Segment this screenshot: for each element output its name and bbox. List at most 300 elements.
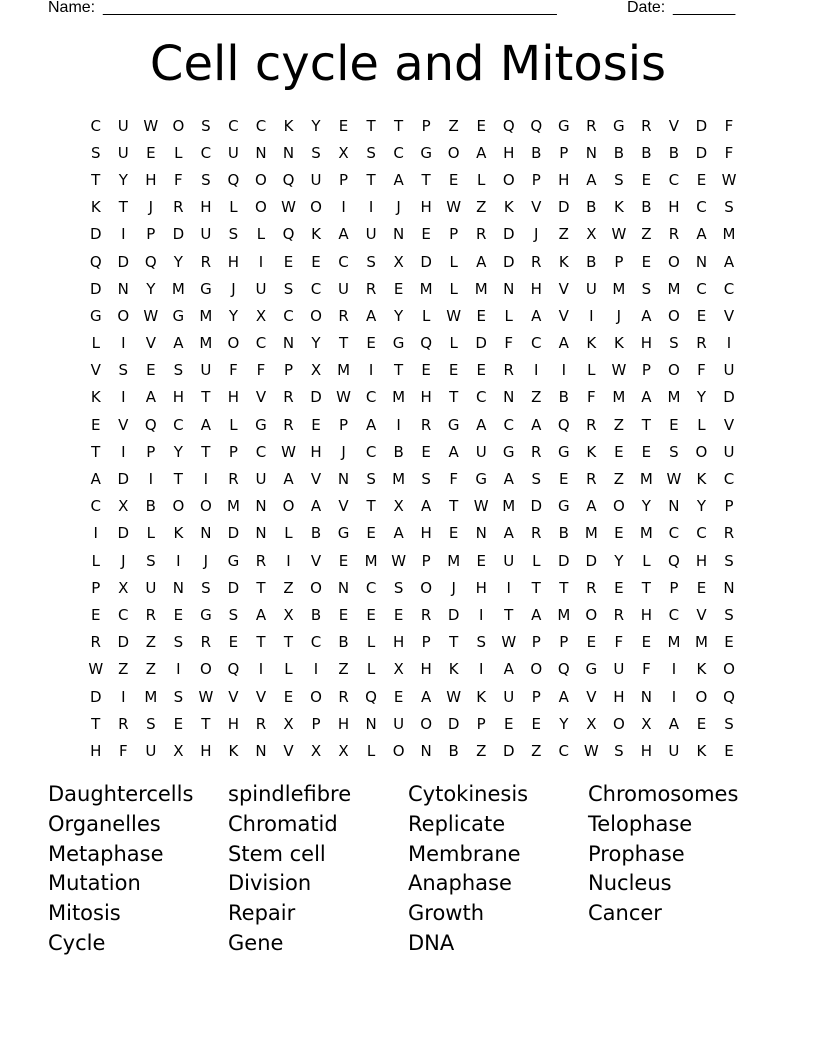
grid-letter: M	[226, 497, 240, 516]
grid-letter: W	[88, 660, 104, 679]
word-list-item: Stem cell	[228, 841, 326, 866]
grid-letter: M	[419, 279, 433, 298]
grid-letter: U	[503, 687, 515, 706]
grid-letter: P	[476, 714, 486, 733]
grid-letter: E	[173, 605, 184, 624]
grid-letter: H	[640, 605, 653, 624]
grid-letter: O	[310, 306, 322, 325]
grid-letter: R	[531, 442, 542, 461]
grid-letter: E	[641, 252, 652, 271]
grid-letter: R	[586, 116, 597, 135]
grid-letter: J	[451, 578, 456, 597]
grid-letter: E	[476, 551, 486, 570]
grid-letter: P	[228, 442, 238, 461]
grid-letter: A	[586, 170, 597, 189]
grid-letter: Z	[641, 225, 652, 244]
grid-row	[82, 411, 743, 438]
grid-letter: J	[148, 198, 154, 217]
grid-letter: O	[668, 306, 680, 325]
grid-letter: W	[611, 361, 627, 380]
grid-letter: Z	[448, 116, 459, 135]
grid-letter: A	[586, 497, 597, 516]
grid-letter: T	[531, 578, 541, 597]
grid-letter: K	[558, 252, 569, 271]
grid-letter: R	[338, 306, 349, 325]
grid-letter: M	[474, 279, 488, 298]
grid-letter: S	[614, 741, 624, 760]
word-list-item: Metaphase	[48, 841, 164, 866]
grid-letter: O	[420, 714, 433, 733]
grid-letter: E	[338, 605, 349, 624]
grid-letter: I	[341, 198, 346, 217]
grid-letter: W	[583, 741, 599, 760]
grid-letter: P	[421, 633, 431, 652]
grid-letter: I	[176, 660, 181, 679]
grid-letter: T	[449, 388, 459, 407]
grid-letter: R	[420, 605, 432, 624]
grid-letter: T	[338, 334, 349, 353]
grid-letter: R	[283, 415, 294, 434]
grid-row	[82, 737, 743, 764]
grid-letter: M	[667, 633, 681, 652]
grid-letter: F	[614, 633, 624, 652]
grid-letter: A	[696, 225, 707, 244]
grid-letter: S	[146, 714, 156, 733]
grid-letter: K	[696, 470, 707, 489]
grid-letter: E	[366, 605, 376, 624]
grid-letter: C	[173, 415, 184, 434]
grid-letter: N	[695, 252, 708, 271]
grid-letter: M	[144, 687, 158, 706]
grid-letter: K	[228, 741, 239, 760]
grid-letter: M	[171, 279, 185, 298]
grid-letter: X	[393, 497, 404, 516]
grid-letter: N	[392, 225, 405, 244]
grid-letter: I	[121, 334, 126, 353]
grid-letter: P	[91, 578, 101, 597]
grid-letter: S	[724, 198, 734, 217]
grid-letter: Y	[173, 252, 183, 271]
grid-letter: Y	[311, 334, 321, 353]
grid-letter: L	[477, 170, 486, 189]
word-list-item: Chromosomes	[588, 782, 739, 806]
date-label: Date:	[627, 0, 666, 16]
grid-letter: V	[255, 388, 267, 407]
word-list-item: Gene	[228, 930, 284, 955]
grid-letter: O	[310, 578, 322, 597]
grid-letter: O	[612, 714, 625, 733]
grid-letter: B	[145, 497, 156, 516]
grid-letter: Q	[227, 660, 240, 679]
grid-letter: S	[393, 578, 404, 597]
grid-letter: N	[337, 578, 350, 597]
grid-letter: U	[255, 470, 267, 489]
grid-letter: B	[586, 198, 597, 217]
grid-letter: X	[310, 741, 322, 760]
grid-letter: P	[724, 497, 734, 516]
grid-letter: O	[695, 687, 708, 706]
grid-letter: S	[669, 334, 679, 353]
grid-letter: E	[91, 605, 101, 624]
grid-letter: G	[613, 116, 625, 135]
grid-letter: E	[614, 442, 624, 461]
grid-letter: S	[614, 170, 624, 189]
grid-letter: R	[90, 633, 101, 652]
grid-letter: Z	[338, 660, 349, 679]
grid-letter: C	[90, 116, 101, 135]
grid-letter: C	[365, 442, 377, 461]
grid-row	[82, 330, 743, 357]
grid-letter: D	[447, 605, 460, 624]
grid-letter: E	[559, 470, 569, 489]
grid-letter: C	[310, 633, 322, 652]
grid-letter: F	[229, 361, 238, 380]
grid-letter: T	[394, 361, 404, 380]
grid-letter: I	[176, 551, 181, 570]
grid-letter: I	[258, 660, 264, 679]
grid-letter: S	[228, 605, 239, 624]
grid-letter: C	[310, 279, 322, 298]
grid-letter: A	[476, 143, 487, 162]
grid-letter: D	[695, 143, 708, 162]
grid-letter: P	[531, 633, 541, 652]
grid-letter: E	[614, 524, 624, 543]
grid-letter: W	[446, 198, 462, 217]
grid-letter: W	[473, 497, 489, 516]
grid-letter: K	[476, 687, 487, 706]
grid-letter: R	[420, 415, 432, 434]
grid-letter: C	[393, 143, 404, 162]
grid-letter: I	[258, 252, 264, 271]
grid-letter: E	[476, 306, 486, 325]
grid-letter: W	[281, 442, 296, 461]
grid-letter: O	[227, 334, 240, 353]
grid-letter: A	[145, 388, 156, 407]
grid-letter: W	[143, 116, 159, 135]
grid-letter: T	[256, 633, 266, 652]
grid-letter: E	[311, 415, 321, 434]
grid-letter: E	[146, 143, 156, 162]
grid-letter: C	[503, 415, 514, 434]
grid-letter: M	[612, 279, 626, 298]
word-list-item: Mutation	[48, 871, 141, 896]
grid-letter: U	[117, 143, 129, 162]
grid-letter: I	[396, 415, 401, 434]
grid-letter: G	[200, 605, 212, 624]
grid-letter: Y	[118, 170, 128, 189]
grid-letter: X	[173, 741, 184, 760]
word-search-grid	[82, 112, 743, 765]
grid-letter: P	[531, 170, 541, 189]
grid-letter: V	[283, 741, 294, 760]
grid-letter: S	[669, 442, 679, 461]
grid-letter: N	[172, 578, 184, 597]
grid-letter: B	[531, 143, 542, 162]
word-list-item: Nucleus	[588, 871, 672, 896]
grid-letter: L	[366, 633, 376, 652]
grid-letter: U	[255, 279, 267, 298]
grid-letter: V	[255, 687, 267, 706]
grid-letter: V	[228, 687, 239, 706]
grid-letter: C	[668, 605, 680, 624]
grid-letter: O	[392, 741, 405, 760]
grid-letter: Y	[641, 497, 651, 516]
grid-letter: K	[613, 198, 624, 217]
grid-letter: G	[557, 116, 570, 135]
grid-letter: H	[200, 198, 212, 217]
grid-letter: N	[255, 497, 267, 516]
grid-letter: O	[255, 198, 267, 217]
grid-letter: F	[724, 116, 734, 135]
grid-letter: N	[475, 524, 487, 543]
word-list-item: Telophase	[588, 811, 693, 836]
grid-letter: M	[199, 306, 213, 325]
grid-letter: P	[559, 143, 569, 162]
grid-letter: U	[613, 660, 625, 679]
grid-row	[82, 629, 743, 656]
grid-letter: E	[641, 633, 652, 652]
grid-letter: E	[91, 415, 101, 434]
grid-row	[82, 275, 743, 302]
grid-letter: I	[478, 605, 484, 624]
grid-letter: V	[696, 605, 707, 624]
grid-letter: I	[203, 470, 209, 489]
grid-letter: M	[612, 388, 626, 407]
grid-letter: C	[696, 279, 707, 298]
grid-letter: C	[696, 198, 707, 217]
grid-letter: S	[173, 361, 184, 380]
grid-letter: X	[393, 660, 404, 679]
grid-letter: G	[172, 306, 185, 325]
grid-letter: U	[310, 170, 322, 189]
grid-letter: E	[696, 306, 707, 325]
grid-row	[82, 357, 743, 384]
grid-letter: I	[121, 687, 126, 706]
grid-letter: T	[366, 497, 376, 516]
grid-letter: S	[366, 252, 376, 271]
grid-letter: R	[255, 714, 267, 733]
grid-letter: A	[503, 470, 514, 489]
word-list-item: Membrane	[408, 841, 521, 866]
grid-letter: K	[283, 116, 294, 135]
grid-letter: R	[531, 252, 542, 271]
grid-row	[82, 194, 743, 221]
grid-letter: B	[641, 198, 652, 217]
grid-letter: F	[174, 170, 183, 189]
grid-letter: Y	[228, 306, 238, 325]
grid-letter: J	[203, 551, 209, 570]
grid-letter: M	[667, 388, 681, 407]
grid-letter: P	[614, 252, 624, 271]
grid-letter: T	[394, 116, 404, 135]
grid-letter: T	[118, 198, 128, 217]
grid-letter: A	[558, 687, 569, 706]
grid-letter: A	[503, 524, 514, 543]
grid-letter: H	[613, 687, 625, 706]
grid-letter: X	[255, 306, 267, 325]
grid-letter: H	[668, 198, 680, 217]
grid-letter: E	[173, 714, 184, 733]
grid-letter: T	[366, 116, 376, 135]
grid-letter: C	[228, 116, 239, 135]
grid-letter: C	[283, 306, 294, 325]
grid-letter: K	[613, 334, 624, 353]
grid-letter: B	[448, 741, 459, 760]
grid-letter: P	[559, 633, 569, 652]
grid-letter: Y	[173, 442, 183, 461]
grid-letter: W	[446, 687, 462, 706]
grid-letter: L	[697, 415, 706, 434]
grid-letter: E	[311, 252, 321, 271]
grid-letter: X	[283, 605, 294, 624]
grid-letter: D	[475, 334, 487, 353]
grid-letter: T	[201, 388, 211, 407]
grid-letter: L	[91, 551, 100, 570]
grid-letter: T	[504, 605, 514, 624]
grid-letter: G	[447, 415, 460, 434]
grid-letter: N	[503, 388, 515, 407]
grid-letter: Y	[614, 551, 624, 570]
grid-letter: P	[146, 225, 156, 244]
grid-letter: R	[145, 605, 157, 624]
grid-letter: X	[393, 252, 404, 271]
grid-letter: N	[640, 687, 652, 706]
grid-letter: C	[255, 116, 267, 135]
grid-letter: E	[393, 605, 404, 624]
grid-letter: D	[420, 252, 432, 271]
grid-letter: L	[229, 198, 238, 217]
word-list-item: Repair	[228, 901, 296, 926]
grid-letter: F	[587, 388, 596, 407]
grid-letter: W	[281, 198, 296, 217]
grid-row	[82, 221, 743, 248]
grid-letter: Y	[311, 116, 321, 135]
grid-letter: A	[723, 252, 735, 271]
grid-letter: J	[231, 279, 236, 298]
grid-letter: M	[694, 633, 708, 652]
grid-letter: L	[449, 279, 458, 298]
grid-letter: B	[310, 524, 322, 543]
grid-row	[82, 166, 743, 193]
grid-letter: T	[91, 442, 101, 461]
grid-letter: E	[421, 361, 431, 380]
grid-letter: I	[121, 442, 126, 461]
grid-letter: I	[506, 578, 511, 597]
grid-letter: S	[724, 714, 734, 733]
grid-letter: E	[283, 687, 294, 706]
grid-letter: D	[117, 633, 130, 652]
grid-letter: Q	[144, 252, 157, 271]
grid-letter: Z	[531, 741, 542, 760]
grid-letter: G	[502, 442, 515, 461]
grid-letter: H	[392, 633, 405, 652]
grid-letter: W	[721, 170, 737, 189]
grid-letter: Q	[144, 415, 157, 434]
grid-letter: R	[696, 334, 707, 353]
grid-letter: R	[641, 116, 652, 135]
name-label: Name:	[48, 0, 96, 16]
grid-letter: A	[365, 415, 377, 434]
grid-letter: W	[143, 306, 159, 325]
grid-letter: I	[368, 198, 374, 217]
grid-letter: B	[586, 252, 597, 271]
grid-letter: O	[199, 660, 212, 679]
grid-letter: T	[641, 578, 651, 597]
grid-letter: I	[93, 524, 98, 543]
grid-letter: G	[557, 442, 570, 461]
grid-letter: R	[531, 524, 542, 543]
grid-letter: E	[641, 170, 652, 189]
grid-letter: O	[117, 306, 130, 325]
grid-letter: O	[199, 497, 212, 516]
grid-letter: S	[366, 470, 376, 489]
grid-letter: H	[310, 442, 322, 461]
grid-letter: F	[118, 741, 128, 760]
grid-letter: S	[311, 143, 321, 162]
grid-letter: G	[392, 334, 405, 353]
grid-letter: D	[117, 252, 130, 271]
grid-letter: I	[121, 225, 126, 244]
grid-letter: H	[227, 252, 240, 271]
grid-letter: N	[668, 497, 680, 516]
word-list-item: Growth	[408, 901, 485, 926]
grid-letter: M	[392, 470, 406, 489]
grid-letter: Z	[531, 388, 542, 407]
grid-letter: R	[503, 361, 514, 380]
grid-letter: S	[724, 551, 734, 570]
word-list-item: Cycle	[48, 930, 106, 955]
grid-letter: S	[283, 279, 294, 298]
grid-letter: G	[255, 415, 267, 434]
grid-letter: N	[585, 143, 597, 162]
grid-letter: L	[421, 306, 431, 325]
grid-letter: P	[311, 714, 321, 733]
grid-letter: L	[366, 660, 376, 679]
grid-letter: E	[421, 225, 431, 244]
grid-letter: T	[256, 578, 266, 597]
grid-letter: Q	[365, 687, 377, 706]
grid-letter: N	[723, 578, 735, 597]
grid-letter: U	[475, 442, 487, 461]
grid-row	[82, 574, 743, 601]
grid-letter: I	[561, 361, 567, 380]
grid-letter: S	[201, 116, 211, 135]
grid-letter: P	[146, 442, 156, 461]
word-list-item	[588, 929, 768, 959]
grid-letter: W	[501, 633, 517, 652]
grid-letter: D	[310, 388, 322, 407]
grid-letter: M	[447, 551, 461, 570]
grid-letter: A	[283, 470, 294, 489]
grid-letter: E	[366, 524, 376, 543]
grid-letter: B	[613, 143, 624, 162]
grid-letter: M	[722, 225, 736, 244]
grid-letter: V	[90, 361, 101, 380]
word-list	[48, 780, 788, 959]
grid-letter: A	[393, 170, 404, 189]
grid-letter: H	[90, 741, 102, 760]
grid-letter: T	[91, 170, 101, 189]
grid-letter: R	[283, 388, 294, 407]
grid-letter: H	[420, 198, 432, 217]
grid-row	[82, 302, 743, 329]
grid-letter: M	[502, 497, 516, 516]
grid-letter: A	[668, 714, 680, 733]
grid-letter: X	[586, 714, 597, 733]
grid-letter: P	[449, 225, 459, 244]
grid-letter: V	[586, 687, 597, 706]
grid-letter: N	[282, 143, 295, 162]
